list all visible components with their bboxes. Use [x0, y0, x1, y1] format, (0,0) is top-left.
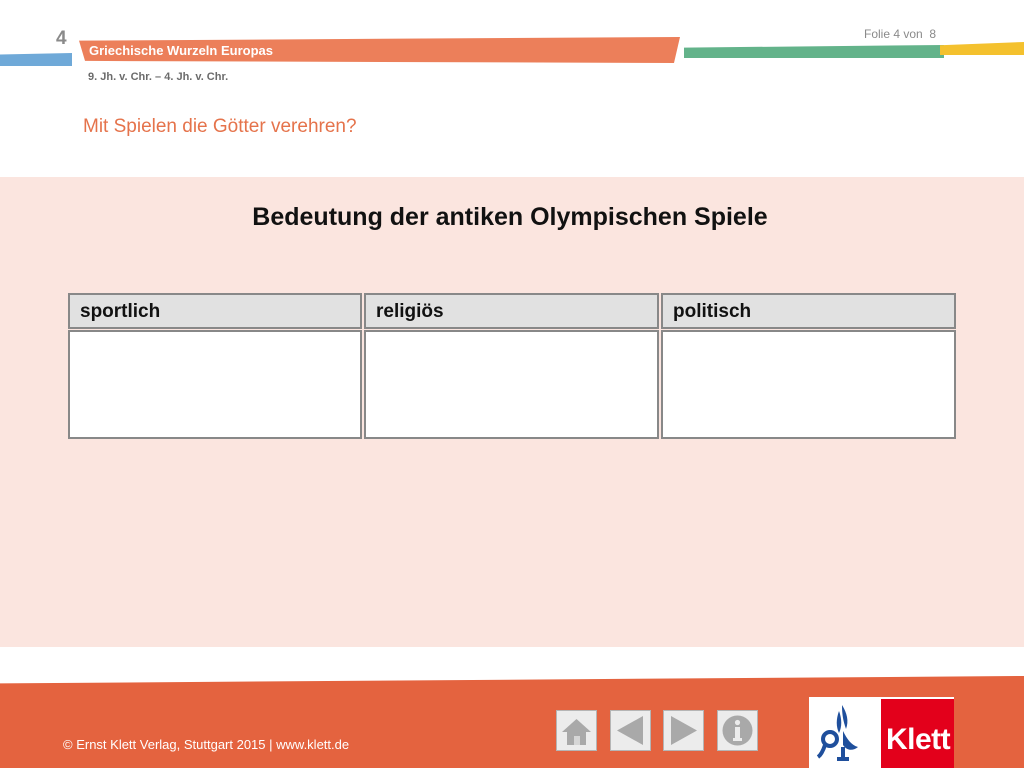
decor-stripe-blue: [0, 53, 72, 66]
time-period: 9. Jh. v. Chr. – 4. Jh. v. Chr.: [88, 71, 229, 83]
content-title: Bedeutung der antiken Olympischen Spiele: [252, 203, 768, 231]
slide-counter: Folie 4 von 8: [864, 27, 937, 41]
klett-emblem-icon: [809, 697, 879, 768]
previous-slide-button[interactable]: [610, 710, 651, 751]
answer-cell-politisch[interactable]: [661, 330, 956, 439]
column-header-religioes: religiös: [364, 293, 659, 329]
next-icon: [664, 711, 703, 750]
decor-stripe-green: [684, 45, 944, 58]
chapter-title: Griechische Wurzeln Europas: [89, 43, 273, 58]
home-button[interactable]: [556, 710, 597, 751]
answer-cell-religioes[interactable]: [364, 330, 659, 439]
info-button[interactable]: [717, 710, 758, 751]
slide-question: Mit Spielen die Götter verehren?: [83, 116, 357, 137]
klett-wordmark: Klett: [886, 723, 951, 756]
chapter-number: 4: [56, 28, 67, 49]
home-icon: [557, 711, 596, 750]
info-icon: [718, 711, 757, 750]
next-slide-button[interactable]: [663, 710, 704, 751]
copyright-notice: © Ernst Klett Verlag, Stuttgart 2015 | www.klett.de: [63, 737, 350, 752]
klett-logo: [809, 697, 954, 768]
previous-icon: [611, 711, 650, 750]
column-header-politisch: politisch: [661, 293, 956, 329]
column-header-sportlich: sportlich: [68, 293, 362, 329]
answer-cell-sportlich[interactable]: [68, 330, 362, 439]
decor-stripe-yellow: [940, 42, 1024, 55]
